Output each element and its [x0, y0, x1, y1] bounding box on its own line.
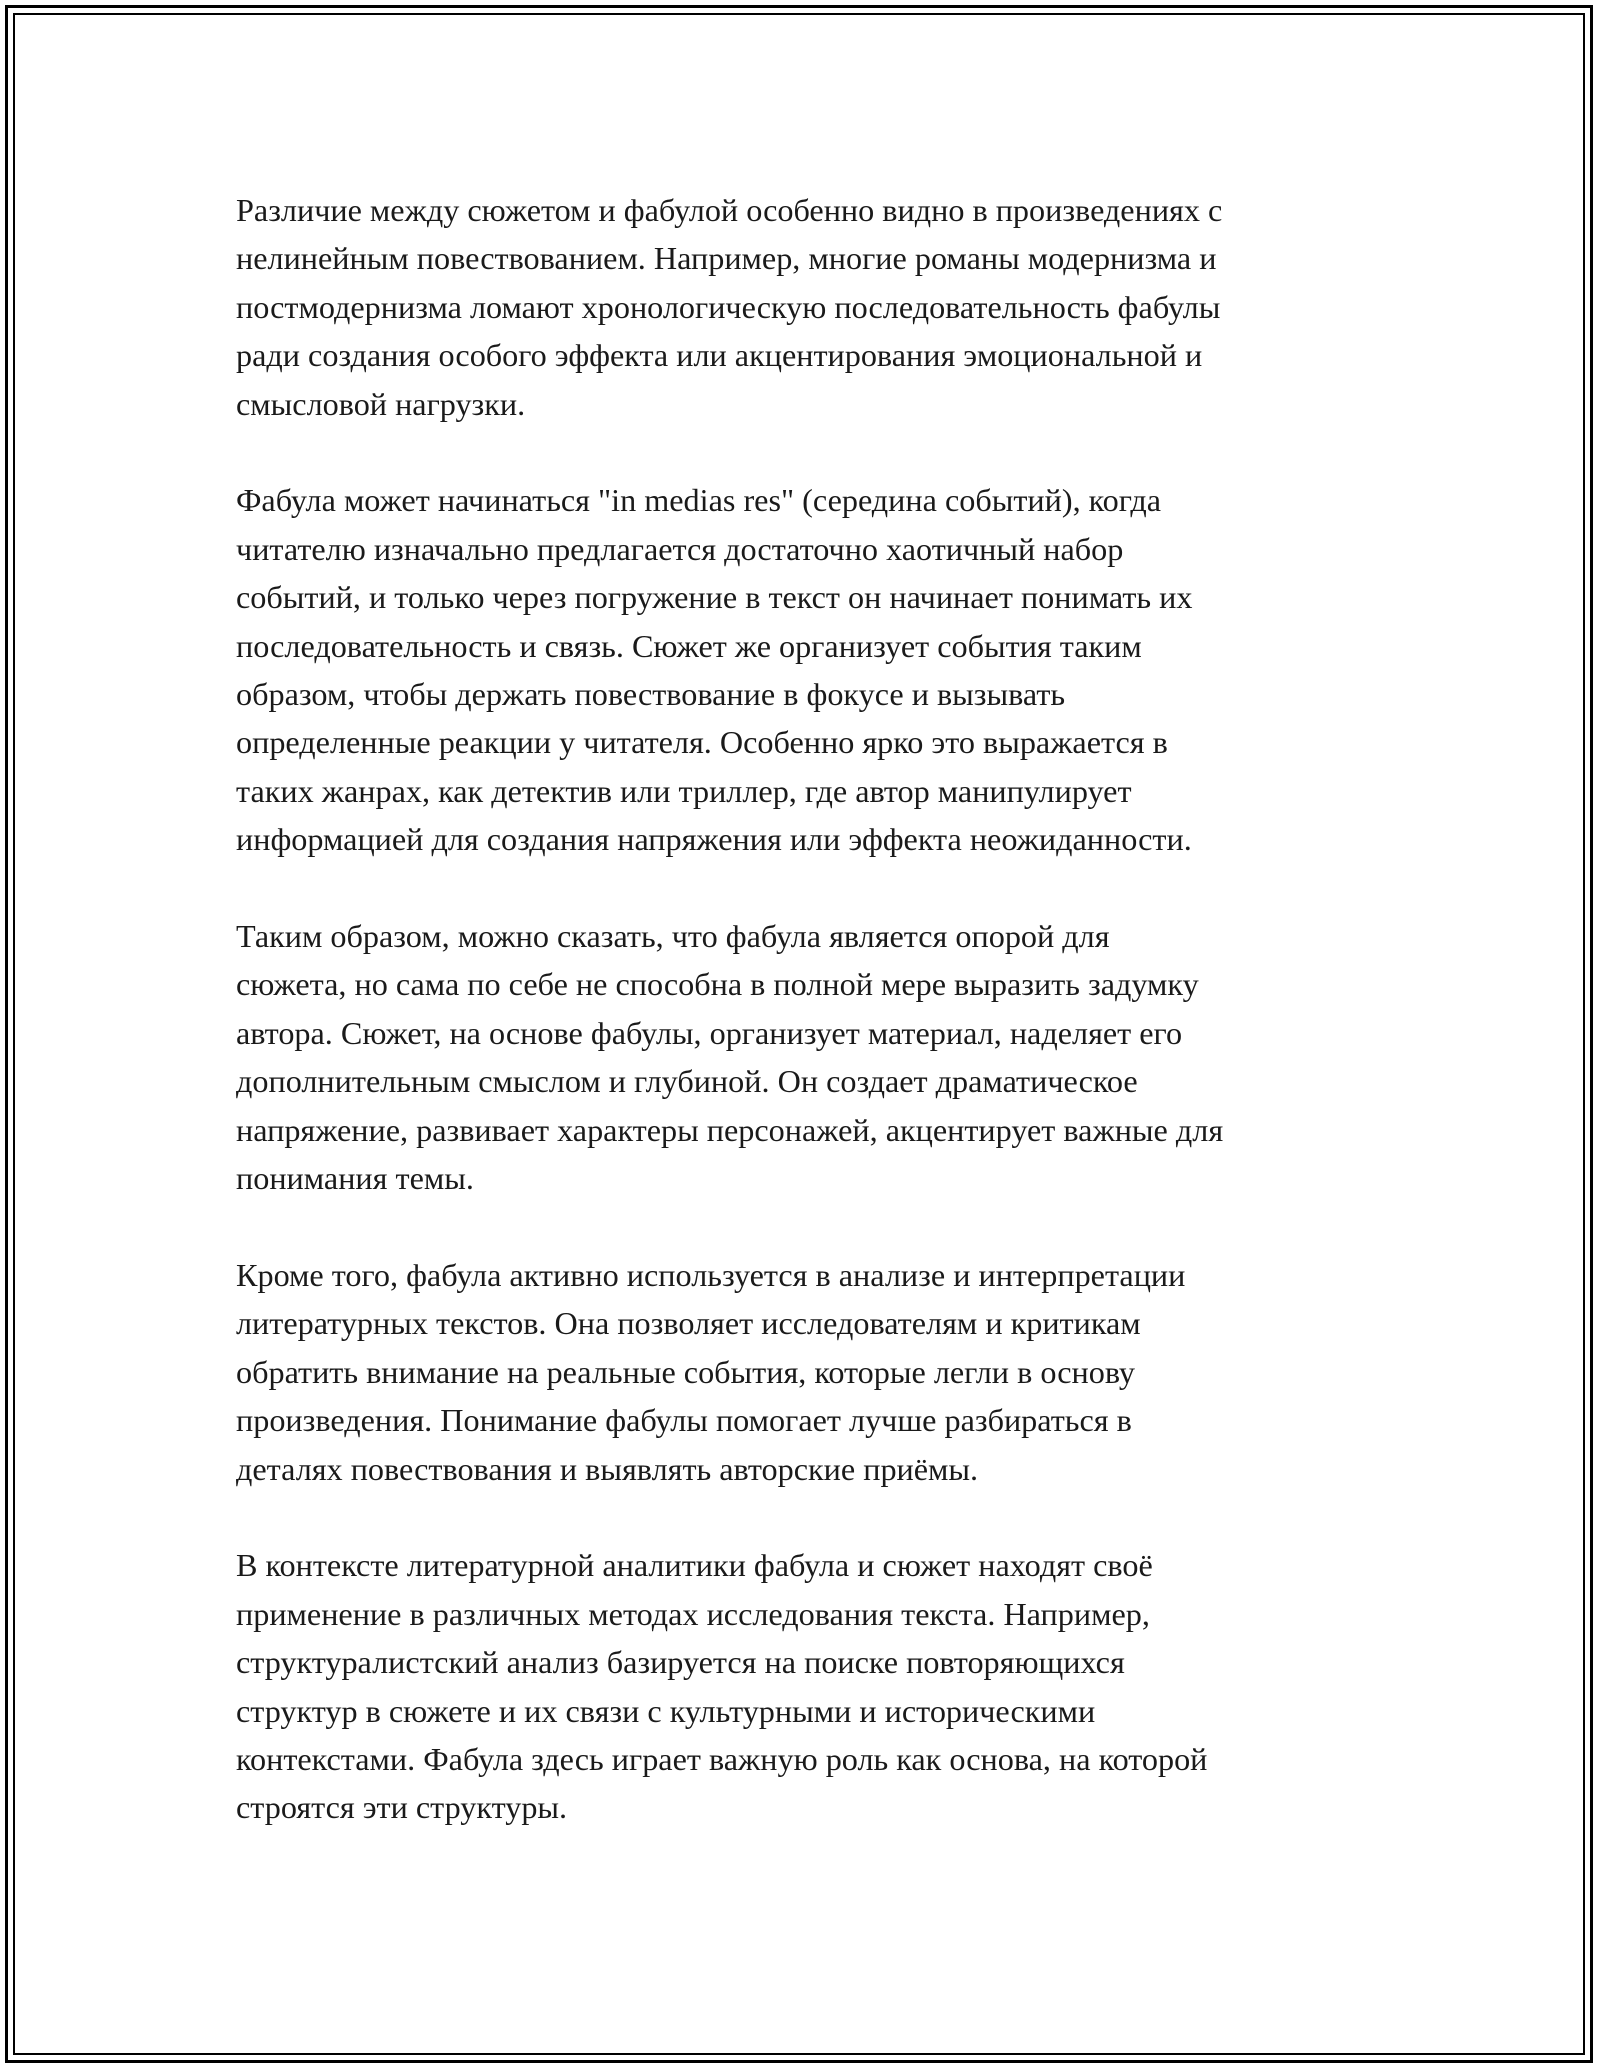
text-line: литературных текстов. Она позволяет исследователям и критикам — [236, 1305, 1141, 1342]
text-line: Фабула может начинаться "in medias res" (середина событий), когда — [236, 482, 1162, 519]
text-line: контекстами. Фабула здесь играет важную роль как основа, на которой — [236, 1740, 1208, 1777]
text-line: таких жанрах, как детектив или триллер, где автор манипулирует — [236, 772, 1132, 809]
text-line: определенные реакции у читателя. Особенно ярко это выражается в — [236, 724, 1168, 761]
paragraph — [236, 912, 1386, 1202]
text-line: строятся эти структуры. — [236, 1789, 568, 1826]
text-line: Различие между сюжетом и фабулой особенно видно в произведениях с — [236, 192, 1223, 228]
text-line: Таким образом, можно сказать, что фабула является опорой для — [236, 918, 1110, 955]
text-line: применение в различных методах исследования текста. Например, — [236, 1595, 1150, 1632]
text-line: В контексте литературной аналитики фабула и сюжет находят своё — [236, 1547, 1153, 1584]
document-body — [236, 186, 1386, 1880]
text-line: понимания темы. — [236, 1160, 474, 1197]
text-line: событий, и только через погружение в текст он начинает понимать их — [236, 579, 1193, 616]
text-line: напряжение, развивает характеры персонажей, акцентирует важные для — [236, 1111, 1224, 1148]
paragraph — [236, 186, 1386, 428]
paragraph — [236, 1251, 1386, 1493]
paragraph — [236, 476, 1386, 863]
text-line: образом, чтобы держать повествование в фокусе и вызывать — [236, 676, 1066, 713]
text-line: дополнительным смыслом и глубиной. Он создает драматическое — [236, 1063, 1138, 1100]
text-line: ради создания особого эффекта или акцентирования эмоциональной и — [236, 337, 1203, 374]
text-line: читателю изначально предлагается достаточно хаотичный набор — [236, 530, 1124, 567]
text-line: автора. Сюжет, на основе фабулы, организует материал, наделяет его — [236, 1014, 1183, 1051]
text-line: структур в сюжете и их связи с культурными и историческими — [236, 1692, 1096, 1729]
text-line: структуралистский анализ базируется на поиске повторяющихся — [236, 1644, 1125, 1681]
text-line: Кроме того, фабула активно используется в анализе и интерпретации — [236, 1256, 1186, 1293]
text-line: обратить внимание на реальные события, которые легли в основу — [236, 1353, 1136, 1390]
text-line: последовательность и связь. Сюжет же организует события таким — [236, 627, 1142, 664]
text-line: деталях повествования и выявлять авторские приёмы. — [236, 1450, 979, 1487]
text-line: сюжета, но сама по себе не способна в полной мере выразить задумку — [236, 966, 1199, 1003]
paragraph — [236, 1541, 1386, 1831]
text-line: информацией для создания напряжения или эффекта неожиданности. — [236, 821, 1192, 858]
text-line: произведения. Понимание фабулы помогает лучше разбираться в — [236, 1402, 1132, 1439]
text-line: постмодернизма ломают хронологическую последовательность фабулы — [236, 288, 1221, 325]
text-line: смысловой нагрузки. — [236, 385, 526, 422]
text-line: нелинейным повествованием. Например, многие романы модернизма и — [236, 240, 1217, 277]
